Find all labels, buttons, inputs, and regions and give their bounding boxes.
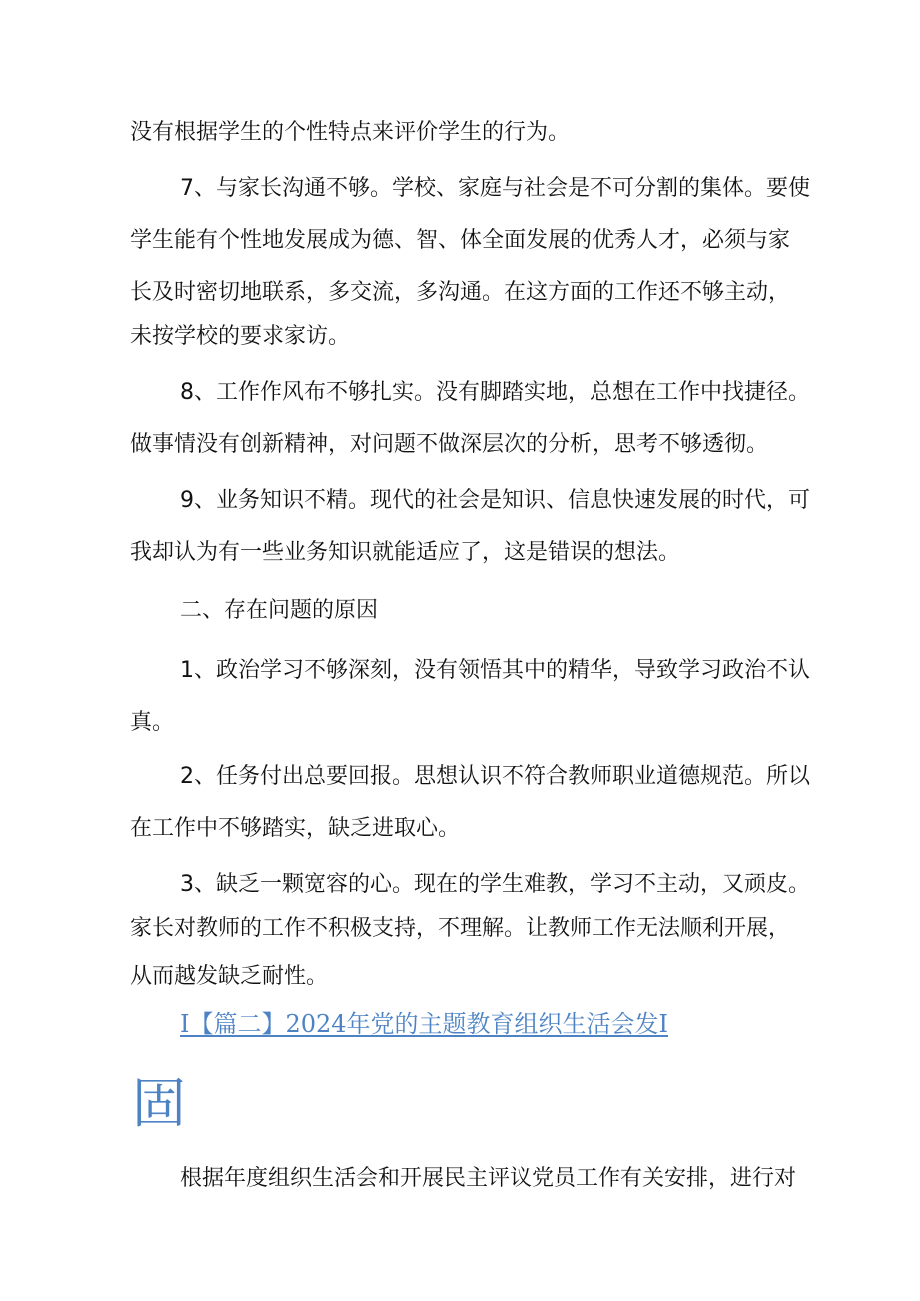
section-heading: 二、存在问题的原因 <box>180 598 379 623</box>
paragraph-line: 2、任务付出总要回报。思想认识不符合教师职业道德规范。所以 <box>180 764 810 789</box>
paragraph-line: 未按学校的要求家访。 <box>130 324 351 349</box>
chapter-heading-link[interactable]: I【篇二】2024年党的主题教育组织生活会发I <box>180 1010 669 1038</box>
paragraph-line: 真。 <box>130 710 175 735</box>
paragraph-line: 从而越发缺乏耐性。 <box>130 964 329 989</box>
heading-glyph: 固 <box>132 1072 186 1135</box>
paragraph-line: 7、与家长沟通不够。学校、家庭与社会是不可分割的集体。要使 <box>180 176 810 201</box>
paragraph-line: 我却认为有一些业务知识就能适应了，这是错误的想法。 <box>130 540 681 565</box>
paragraph-line: 1、政治学习不够深刻，没有领悟其中的精华，导致学习政治不认 <box>180 658 810 683</box>
paragraph-line: 长及时密切地联系，多交流，多沟通。在这方面的工作还不够主动， <box>130 280 791 305</box>
paragraph-line: 在工作中不够踏实，缺乏进取心。 <box>130 816 461 841</box>
paragraph-line: 3、缺乏一颗宽容的心。现在的学生难教，学习不主动，又顽皮。 <box>180 872 810 897</box>
paragraph-line: 8、工作作风布不够扎实。没有脚踏实地，总想在工作中找捷径。 <box>180 380 810 405</box>
paragraph-line: 家长对教师的工作不积极支持，不理解。让教师工作无法顺利开展， <box>130 916 791 941</box>
paragraph-line: 没有根据学生的个性特点来评价学生的行为。 <box>130 120 571 145</box>
paragraph-line: 做事情没有创新精神，对问题不做深层次的分析，思考不够透彻。 <box>130 432 769 457</box>
paragraph-line: 9、业务知识不精。现代的社会是知识、信息快速发展的时代，可 <box>180 488 810 513</box>
paragraph-line: 根据年度组织生活会和开展民主评议党员工作有关安排，进行对 <box>180 1166 797 1191</box>
paragraph-line: 学生能有个性地发展成为德、智、体全面发展的优秀人才，必须与家 <box>130 228 791 253</box>
